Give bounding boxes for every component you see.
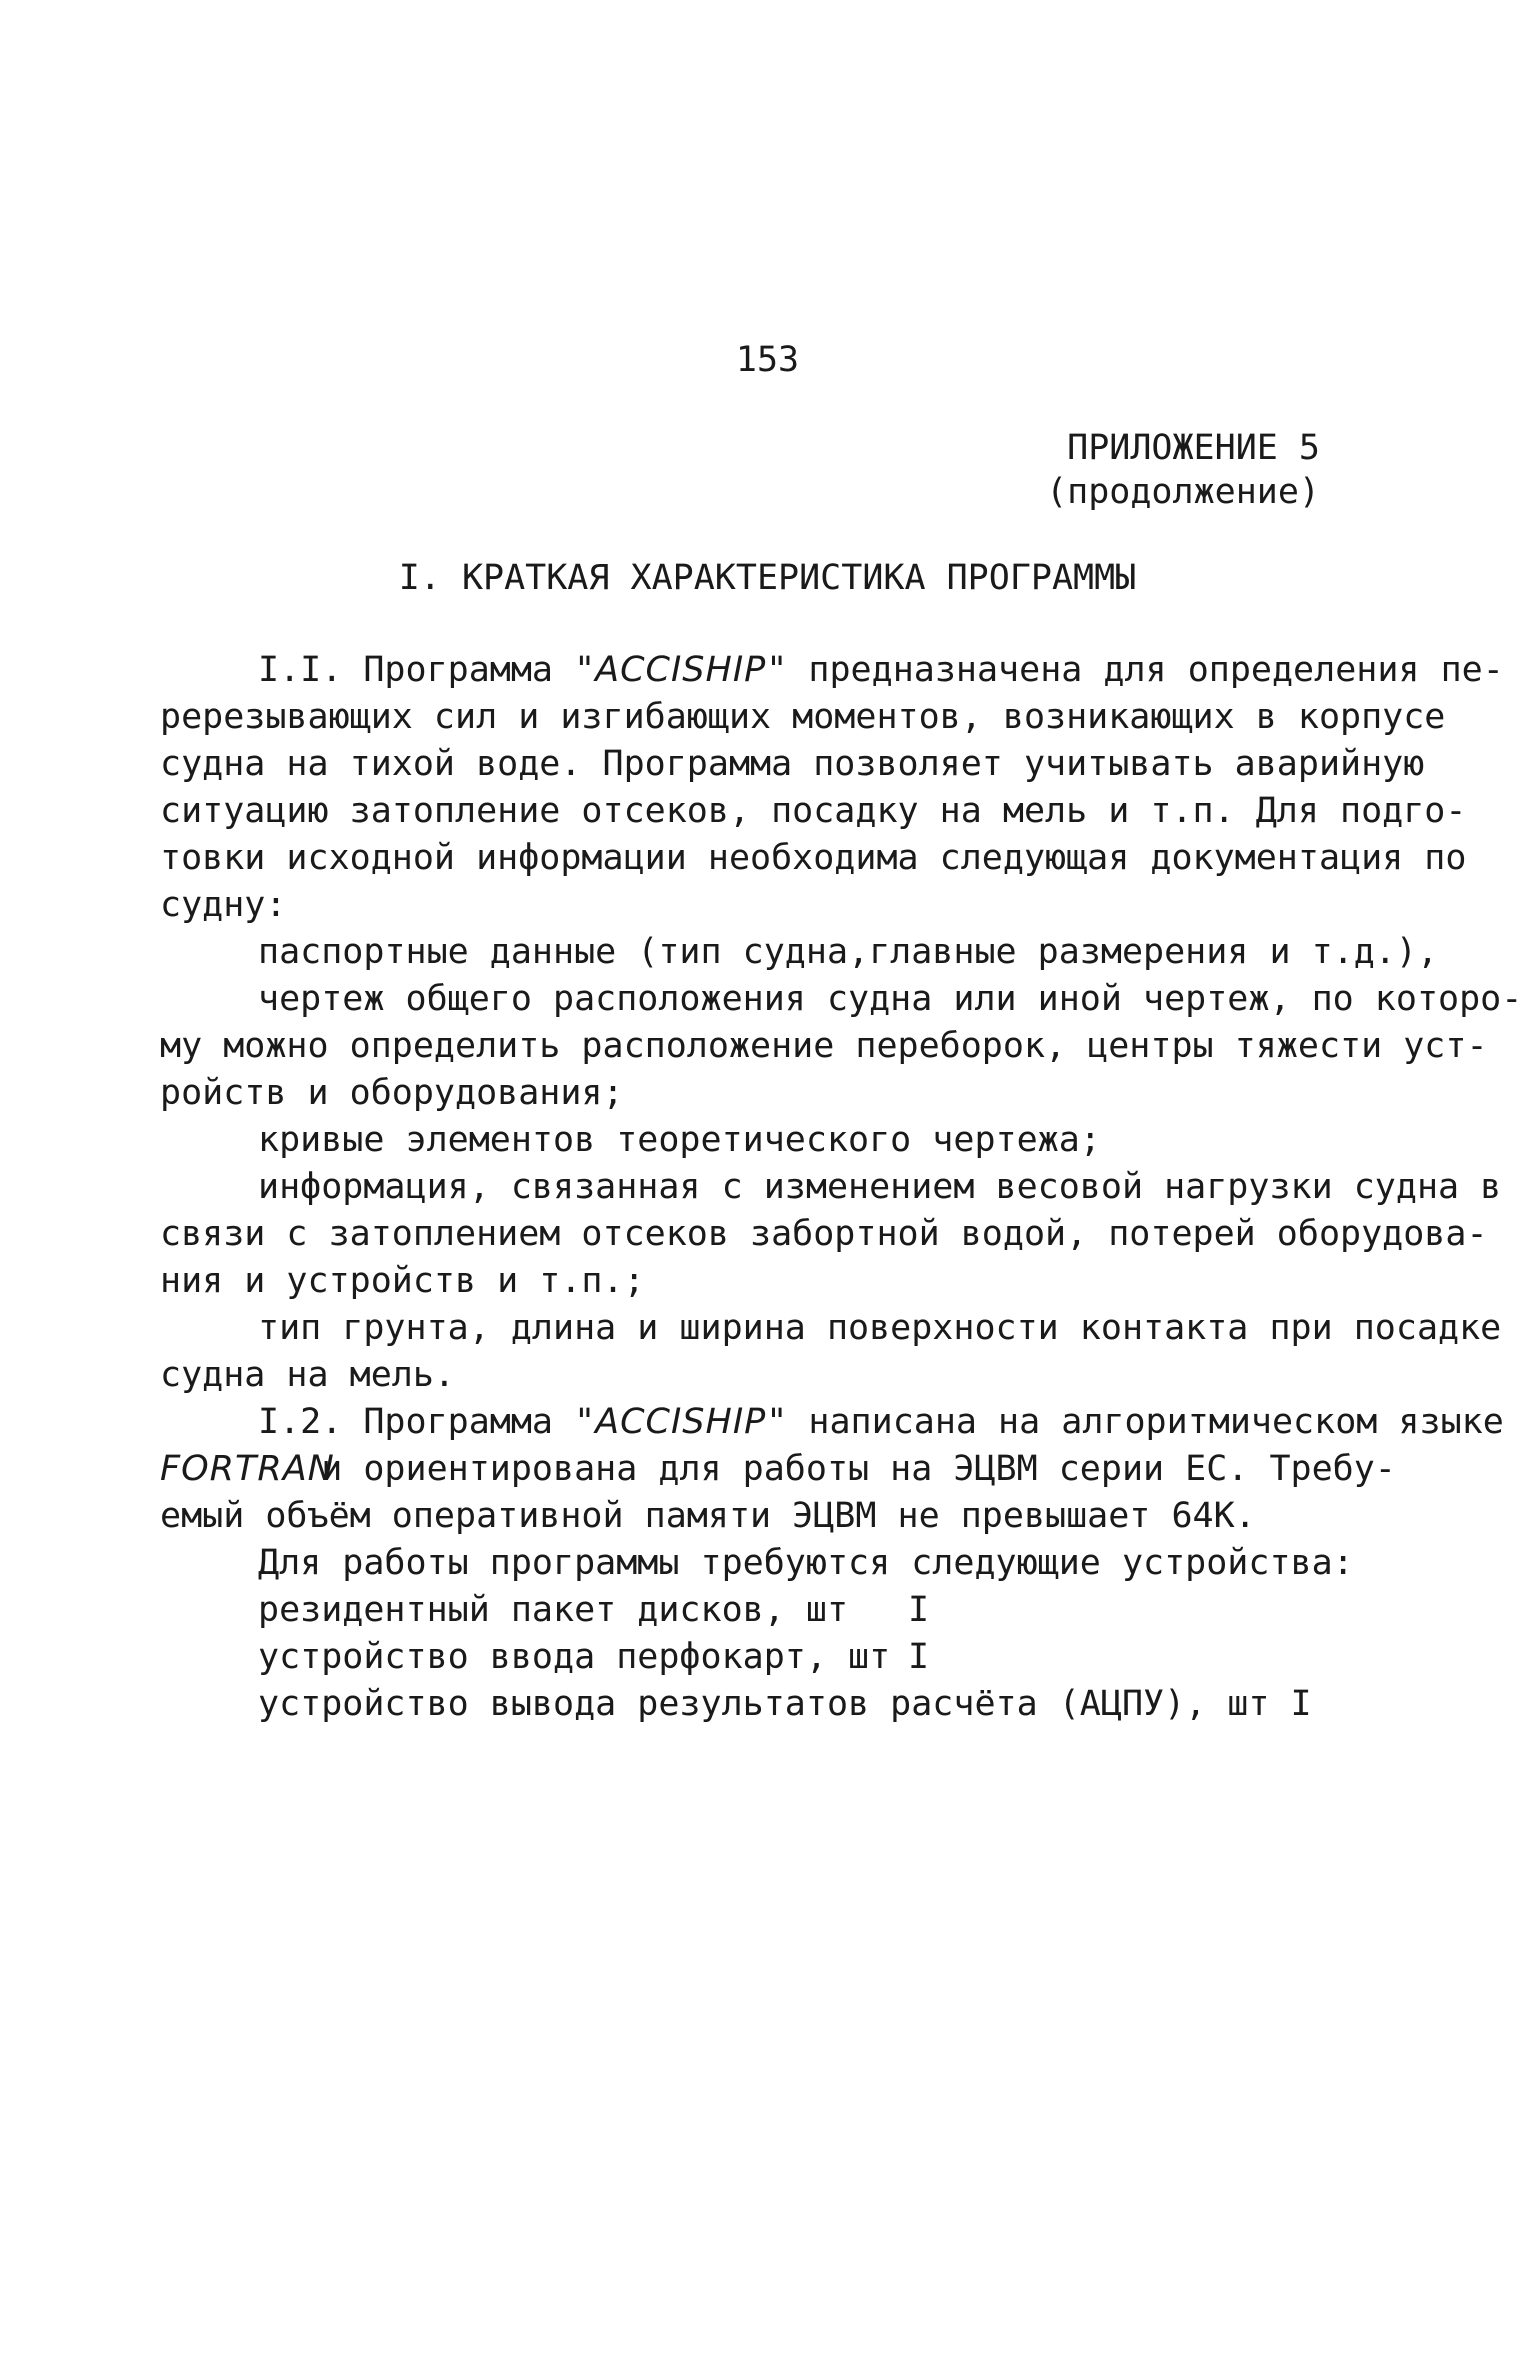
p11-line4: ситуацию затопление отсеков, посадку на мель и т.п. Для подго- (160, 791, 1467, 831)
device-name: резидентный пакет дисков, шт (258, 1590, 849, 1630)
device-name: устройство ввода перфокарт, шт (258, 1637, 891, 1677)
p12-line1 (0, 1402, 1504, 1442)
doc-item-1: паспортные данные (тип судна,главные размерения и т.д.), (258, 932, 1439, 972)
device-row (0, 1684, 1312, 1724)
p11-line3: судна на тихой воде. Программа позволяет учитывать аварийную (160, 744, 1425, 784)
doc-item-2-line1: чертеж общего расположения судна или иной чертеж, по которо- (258, 979, 1523, 1019)
device-row (0, 1637, 929, 1677)
p11-line5: товки исходной информации необходима следующая документация по (160, 838, 1467, 878)
device-row (0, 1590, 929, 1630)
page-number: 153 (735, 340, 800, 380)
p11-line1-start: I.I. Программа " (258, 650, 596, 690)
p12-line2-end: и ориентирована для работы на ЭЦВМ серии ЕС. Требу- (321, 1449, 1396, 1489)
devices-intro: Для работы программы требуются следующие устройства: (258, 1543, 1354, 1583)
section-heading: I. КРАТКАЯ ХАРАКТЕРИСТИКА ПРОГРАММЫ (398, 558, 1137, 598)
p11-line2: ререзывающих сил и изгибающих моментов, возникающих в корпусе (160, 697, 1446, 737)
p12-line3: емый объём оперативной памяти ЭЦВМ не превышает 64К. (160, 1496, 1256, 1536)
program-name-2: ACCISHIP (595, 1402, 767, 1442)
p11-line1-end: " предназначена для определения пе- (766, 650, 1504, 690)
p12-line1-end: " написана на алгоритмическом языке (766, 1402, 1504, 1442)
device-qty: I (908, 1590, 930, 1630)
program-name: ACCISHIP (595, 650, 767, 690)
device-name: устройство вывода результатов расчёта (АЦПУ), шт (258, 1684, 1270, 1724)
doc-item-5-line2: судна на мель. (160, 1355, 456, 1395)
device-qty: I (1290, 1684, 1312, 1724)
language-name: FORTRAN (160, 1449, 335, 1489)
doc-item-4-line2: связи с затоплением отсеков забортной водой, потерей оборудова- (160, 1214, 1488, 1254)
doc-item-3: кривые элементов теоретического чертежа; (258, 1120, 1101, 1160)
p11-line1 (0, 650, 1504, 690)
doc-item-2-line3: ройств и оборудования; (160, 1073, 624, 1113)
p12-line2 (0, 1449, 1396, 1489)
doc-item-4-line3: ния и устройств и т.п.; (160, 1261, 645, 1301)
device-qty: I (908, 1637, 930, 1677)
appendix-title: ПРИЛОЖЕНИЕ 5 (1067, 428, 1320, 468)
p12-line1-start: I.2. Программа " (258, 1402, 596, 1442)
doc-item-5-line1: тип грунта, длина и ширина поверхности контакта при посадке (258, 1308, 1502, 1348)
doc-item-2-line2: му можно определить расположение переборок, центры тяжести уст- (160, 1026, 1488, 1066)
appendix-subtitle: (продолжение) (1046, 472, 1320, 512)
doc-item-4-line1: информация, связанная с изменением весовой нагрузки судна в (258, 1167, 1502, 1207)
p11-line6: судну: (160, 885, 287, 925)
